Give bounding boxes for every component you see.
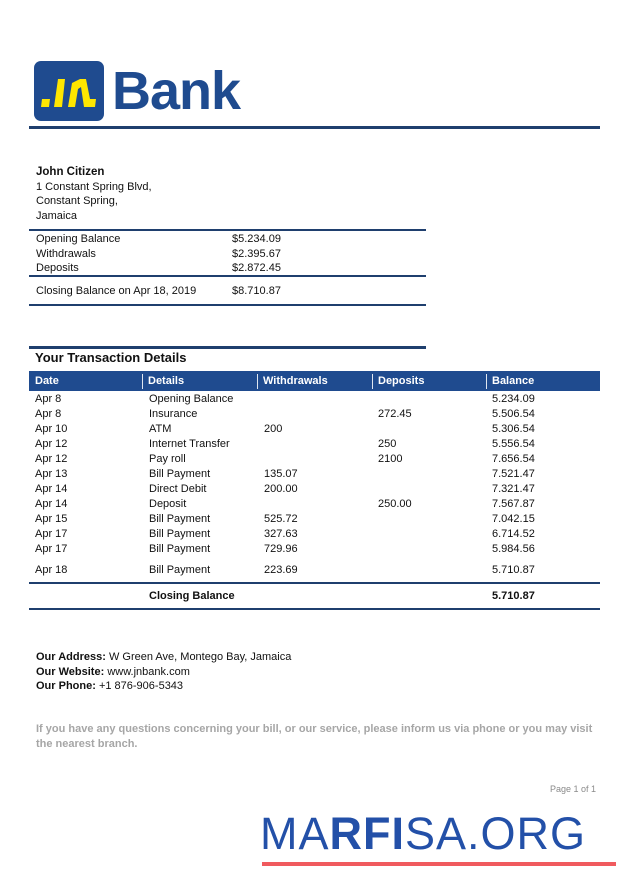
cell-details: Pay roll xyxy=(149,453,186,465)
customer-address-line1: 1 Constant Spring Blvd, xyxy=(36,180,152,193)
cell-balance: 5.234.09 xyxy=(492,393,535,405)
transactions-table-header xyxy=(29,371,600,391)
transactions-title: Your Transaction Details xyxy=(35,350,187,365)
bank-phone xyxy=(36,679,291,694)
cell-balance: 5.984.56 xyxy=(492,543,535,555)
summary-mid-rule xyxy=(29,275,426,277)
cell-deposit: 250 xyxy=(378,438,397,450)
bank-logo-mark xyxy=(34,61,104,121)
watermark-part3: SA.ORG xyxy=(405,808,587,859)
summary-label: Withdrawals xyxy=(36,247,96,260)
closing-balance-label: Closing Balance xyxy=(149,590,235,602)
page-number: Page 1 of 1 xyxy=(550,784,597,794)
cell-details: Insurance xyxy=(149,408,198,420)
summary-closing-value: $8.710.87 xyxy=(232,285,281,297)
cell-date: Apr 12 xyxy=(35,453,68,465)
header-divider xyxy=(29,126,600,129)
column-header-balance: Balance xyxy=(492,375,535,387)
cell-date: Apr 17 xyxy=(35,528,68,540)
cell-withdrawal: 729.96 xyxy=(264,543,298,555)
summary-value: $5.234.09 xyxy=(232,233,281,245)
summary-closing-label: Closing Balance on Apr 18, 2019 xyxy=(36,285,197,297)
cell-details: Direct Debit xyxy=(149,483,207,495)
watermark-part2: RFI xyxy=(329,808,405,859)
cell-details: Bill Payment xyxy=(149,543,211,555)
cell-withdrawal: 327.63 xyxy=(264,528,298,540)
table-row xyxy=(29,512,600,527)
summary-label: Deposits xyxy=(36,262,79,274)
closing-balance-value: 5.710.87 xyxy=(492,590,535,602)
watermark-text xyxy=(260,808,586,860)
column-header-date: Date xyxy=(35,375,59,387)
cell-date: Apr 17 xyxy=(35,543,68,555)
cell-date: Apr 14 xyxy=(35,498,68,510)
cell-balance: 5.306.54 xyxy=(492,423,535,435)
summary-bottom-rule xyxy=(29,304,426,306)
transactions-section-rule xyxy=(29,346,426,349)
bank-logo-wordmark: Bank xyxy=(112,61,241,121)
table-bottom-rule xyxy=(29,608,600,610)
bank-phone-label: Our Phone: xyxy=(36,680,96,693)
table-row xyxy=(29,392,600,407)
column-header-deposits: Deposits xyxy=(378,375,425,387)
bank-contact-block xyxy=(36,650,291,694)
cell-date: Apr 8 xyxy=(35,393,62,405)
bank-address xyxy=(36,650,291,665)
column-header-withdrawals: Withdrawals xyxy=(263,375,328,387)
table-row xyxy=(29,452,600,467)
cell-date: Apr 10 xyxy=(35,423,68,435)
cell-date: Apr 18 xyxy=(35,564,68,576)
customer-address-line3: Jamaica xyxy=(36,209,77,222)
cell-details: Bill Payment xyxy=(149,513,211,525)
customer-name: John Citizen xyxy=(36,166,105,178)
cell-balance: 6.714.52 xyxy=(492,528,535,540)
column-header-details: Details xyxy=(148,375,185,387)
cell-withdrawal: 223.69 xyxy=(264,564,298,576)
cell-date: Apr 15 xyxy=(35,513,68,525)
cell-deposit: 2100 xyxy=(378,453,403,465)
cell-withdrawal: 200.00 xyxy=(264,483,298,495)
table-row xyxy=(29,467,600,482)
cell-date: Apr 13 xyxy=(35,468,68,480)
bank-address-label: Our Address: xyxy=(36,651,106,663)
cell-balance: 7.521.47 xyxy=(492,468,535,480)
cell-balance: 5.506.54 xyxy=(492,408,535,420)
watermark-part1: MA xyxy=(260,808,330,859)
cell-date: Apr 12 xyxy=(35,438,68,450)
jn-logo-icon xyxy=(34,61,104,121)
table-row xyxy=(29,527,600,542)
table-row xyxy=(29,437,600,452)
table-row xyxy=(29,542,600,557)
cell-balance: 5.556.54 xyxy=(492,438,535,450)
cell-details: Internet Transfer xyxy=(149,438,230,450)
table-total-top-rule xyxy=(29,582,600,584)
cell-balance: 7.567.87 xyxy=(492,498,535,510)
table-row xyxy=(29,563,600,578)
table-row xyxy=(29,482,600,497)
cell-details: Deposit xyxy=(149,498,187,510)
customer-address-line2: Constant Spring, xyxy=(36,195,118,207)
bank-phone-value: +1 876-906-5343 xyxy=(95,680,184,693)
cell-deposit: 272.45 xyxy=(378,408,412,420)
cell-details: Opening Balance xyxy=(149,393,234,405)
cell-withdrawal: 200 xyxy=(264,423,283,435)
cell-deposit: 250.00 xyxy=(378,498,412,510)
cell-date: Apr 8 xyxy=(35,408,62,420)
cell-details: Bill Payment xyxy=(149,468,211,480)
help-note: If you have any questions concerning your bill, or our service, please inform us via phone or you may visit the nearest branch. xyxy=(36,723,593,750)
cell-balance: 7.321.47 xyxy=(492,483,535,495)
summary-label: Opening Balance xyxy=(36,233,121,245)
bank-website xyxy=(36,665,291,680)
table-closing-row xyxy=(29,589,600,604)
table-row xyxy=(29,422,600,437)
cell-details: ATM xyxy=(149,423,172,435)
bank-website-link[interactable]: www.jnbank.com xyxy=(104,665,190,678)
table-row xyxy=(29,497,600,512)
bank-website-label: Our Website: xyxy=(36,665,105,678)
summary-value: $2.395.67 xyxy=(232,247,281,260)
cell-withdrawal: 525.72 xyxy=(264,513,298,525)
cell-balance: 5.710.87 xyxy=(492,564,535,576)
cell-details: Bill Payment xyxy=(149,528,211,540)
summary-value: $2.872.45 xyxy=(232,262,281,274)
summary-top-rule xyxy=(29,229,426,231)
cell-date: Apr 14 xyxy=(35,483,68,495)
customer-block xyxy=(36,165,152,223)
table-row xyxy=(29,407,600,422)
cell-details: Bill Payment xyxy=(149,564,211,576)
cell-balance: 7.042.15 xyxy=(492,513,535,525)
cell-withdrawal: 135.07 xyxy=(264,468,298,480)
cell-balance: 7.656.54 xyxy=(492,453,535,465)
watermark-underline xyxy=(262,862,616,866)
bank-address-value: W Green Ave, Montego Bay, Jamaica xyxy=(105,651,292,663)
